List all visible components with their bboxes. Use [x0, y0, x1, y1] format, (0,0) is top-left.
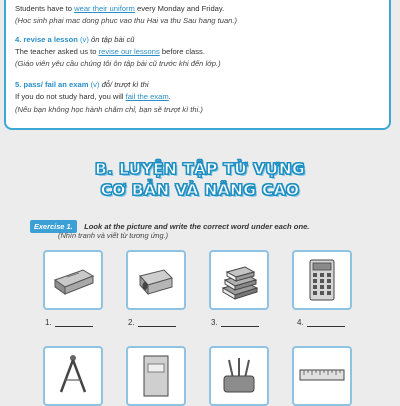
section-heading [0, 161, 400, 179]
answer-number: 3. [211, 318, 218, 327]
exercise-translation: (Nhìn tranh và viết từ tương ứng.) [58, 231, 169, 240]
answer-blank-1[interactable] [45, 318, 93, 327]
vocab-meaning: ôn tập bài cũ [91, 35, 135, 44]
picture-box-8 [292, 346, 352, 406]
picture-box-7 [209, 346, 269, 406]
picture-box-2 [126, 250, 186, 310]
vocabulary-box [4, 0, 391, 130]
translation-4: (Giáo viên yêu cầu chúng tôi ôn tập bài cũ trước khi đến lớp.) [15, 59, 221, 68]
answer-line [307, 319, 345, 327]
picture-box-1 [43, 250, 103, 310]
answer-line [138, 319, 176, 327]
answer-number: 1. [45, 318, 52, 327]
exercise-badge: Exercise 1. [30, 220, 77, 233]
sentence-text: . [168, 92, 171, 101]
highlight-phrase: revise our lessons [98, 47, 160, 56]
answer-number: 2. [128, 318, 135, 327]
answer-blank-3[interactable] [211, 318, 259, 327]
picture-box-3 [209, 250, 269, 310]
picture-box-4 [292, 250, 352, 310]
compass-icon [45, 348, 101, 404]
eraser-icon [45, 252, 101, 308]
pencil-case-icon [211, 348, 267, 404]
picture-box-6 [126, 346, 186, 406]
section-title-line-1: B. LUYỆN TẬP TỪ VỰNG [94, 160, 306, 178]
sentence-text: Students have to [15, 4, 75, 13]
example-sentence-4 [15, 47, 205, 56]
vocab-phrase: 4. revise a lesson [15, 35, 78, 44]
translation-3: (Hoc sinh phai mac dong phuc vao thu Hai va thu Sau hang tuan.) [15, 16, 238, 25]
notebook-icon [128, 348, 184, 404]
answer-line [221, 319, 259, 327]
calculator-icon [294, 252, 350, 308]
section-heading-2 [0, 182, 400, 200]
vocab-phrase: 5. pass/ fail an exam [15, 80, 89, 89]
answer-number: 4. [297, 318, 304, 327]
highlight-phrase: wear their uniform [74, 4, 135, 13]
vocab-item-4 [15, 35, 135, 44]
exercise-instruction: Look at the picture and write the correct word under each one. [84, 222, 310, 232]
vocab-item-5 [15, 80, 149, 89]
translation-5: (Nếu bạn không học hành chăm chỉ, bạn sẽ trượt kì thi.) [15, 105, 203, 114]
sentence-text: before class. [159, 47, 205, 56]
books-icon [211, 252, 267, 308]
answer-blank-2[interactable] [128, 318, 176, 327]
sentence-text: every Monday and Friday. [134, 4, 225, 13]
answer-blank-4[interactable] [297, 318, 345, 327]
sentence-text: If you do not study hard, you will [15, 92, 126, 101]
section-title-line-2: CƠ BẢN VÀ NÂNG CAO [100, 181, 300, 199]
vocab-meaning: đỗ/ trượt kì thi [101, 80, 149, 89]
example-sentence-5 [15, 92, 171, 101]
ruler-icon [294, 348, 350, 404]
example-sentence-3 [15, 4, 224, 13]
answer-line [55, 319, 93, 327]
picture-box-5 [43, 346, 103, 406]
sentence-text: The teacher asked us to [15, 47, 99, 56]
part-of-speech: (v) [90, 80, 100, 89]
part-of-speech: (v) [80, 35, 89, 44]
highlight-phrase: fail the exam [125, 92, 169, 101]
pencil-sharpener-icon [128, 252, 184, 308]
